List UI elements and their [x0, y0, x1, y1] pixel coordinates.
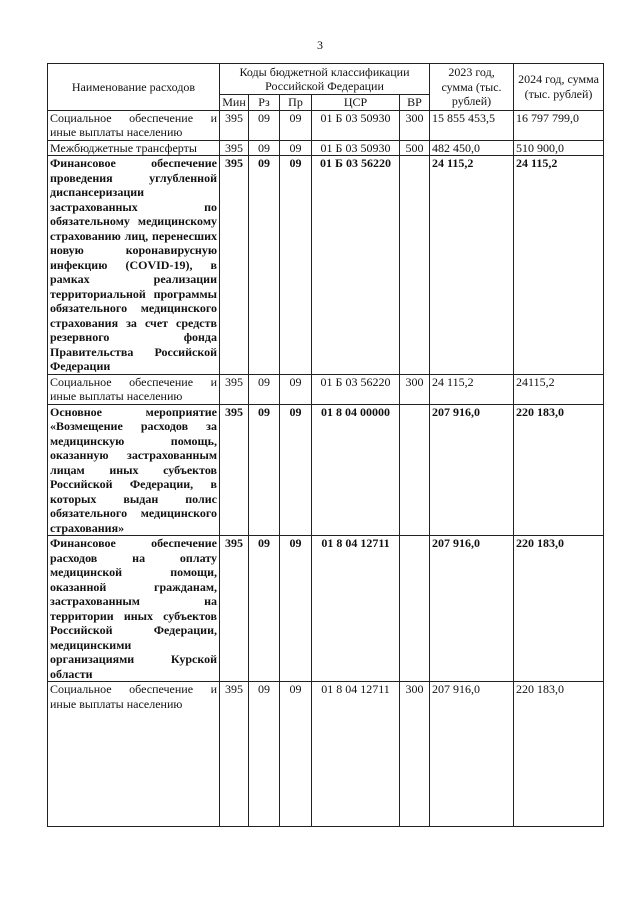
- table-row: [48, 682, 604, 827]
- row-csr: 01 Б 03 50930: [312, 140, 400, 156]
- row-vr: 300: [400, 374, 430, 404]
- row-pr: 09: [280, 536, 312, 682]
- page-number: 3: [317, 38, 323, 52]
- row-2024: 24 115,2: [514, 156, 604, 375]
- row-2024: 220 183,0: [514, 536, 604, 682]
- row-rz: 09: [249, 374, 280, 404]
- table-row: [48, 536, 604, 682]
- row-2023: 207 916,0: [430, 404, 514, 536]
- row-pr: 09: [280, 682, 312, 827]
- row-vr: [400, 404, 430, 536]
- row-min: 395: [220, 140, 249, 156]
- row-name: Социальное обеспечение и иные выплаты населению: [48, 110, 220, 140]
- row-2023: 24 115,2: [430, 156, 514, 375]
- table-row: [48, 404, 604, 536]
- header-min: Мин: [220, 95, 249, 111]
- header-csr: ЦСР: [312, 95, 400, 111]
- row-min: 395: [220, 682, 249, 827]
- row-pr: 09: [280, 404, 312, 536]
- row-2024: 220 183,0: [514, 404, 604, 536]
- table-row: [48, 110, 604, 140]
- row-2023: 24 115,2: [430, 374, 514, 404]
- row-2023: 207 916,0: [430, 682, 514, 827]
- row-name: Социальное обеспечение и иные выплаты населению: [48, 682, 220, 827]
- row-rz: 09: [249, 404, 280, 536]
- row-csr: 01 8 04 12711: [312, 682, 400, 827]
- row-rz: 09: [249, 110, 280, 140]
- row-name: Социальное обеспечение и иные выплаты населению: [48, 374, 220, 404]
- row-name: Финансовое обеспечение расходов на оплату медицинской помощи, оказанной гражданам, застрахованным на территории иных субъектов Российской Федерации, медицинскими организациями Курской области: [48, 536, 220, 682]
- row-min: 395: [220, 536, 249, 682]
- header-name: Наименование расходов: [48, 64, 220, 111]
- row-vr: [400, 156, 430, 375]
- row-2023: 207 916,0: [430, 536, 514, 682]
- row-csr: 01 Б 03 56220: [312, 156, 400, 375]
- header-2024: 2024 год, сумма (тыс. рублей): [514, 64, 604, 111]
- table-row: [48, 156, 604, 375]
- row-name: Основное мероприятие «Возмещение расходов за медицинскую помощь, оказанную застрахованным лицам иных субъектов Российской Федерации, в которых выдан полис обязательного медицинского страхования»: [48, 404, 220, 536]
- row-pr: 09: [280, 140, 312, 156]
- row-vr: 300: [400, 110, 430, 140]
- table-row: [48, 140, 604, 156]
- budget-table: [47, 63, 604, 827]
- header-vr: ВР: [400, 95, 430, 111]
- row-pr: 09: [280, 374, 312, 404]
- row-csr: 01 8 04 00000: [312, 404, 400, 536]
- row-rz: 09: [249, 140, 280, 156]
- row-rz: 09: [249, 156, 280, 375]
- row-rz: 09: [249, 682, 280, 827]
- row-vr: [400, 536, 430, 682]
- row-2023: 15 855 453,5: [430, 110, 514, 140]
- row-csr: 01 Б 03 56220: [312, 374, 400, 404]
- row-name: Финансовое обеспечение проведения углубленной диспансеризации застрахованных по обязательному медицинскому страхованию лиц, перенесших новую коронавирусную инфекцию (COVID-19), в рамках реализации территориальной программы обязательного медицинского страхования за счет средств резервного фонда Правительства Российской Федерации: [48, 156, 220, 375]
- header-pr: Пр: [280, 95, 312, 111]
- row-name: Межбюджетные трансферты: [48, 140, 220, 156]
- row-vr: 500: [400, 140, 430, 156]
- row-2024: 220 183,0: [514, 682, 604, 827]
- row-min: 395: [220, 374, 249, 404]
- row-csr: 01 Б 03 50930: [312, 110, 400, 140]
- row-2024: 510 900,0: [514, 140, 604, 156]
- row-pr: 09: [280, 110, 312, 140]
- row-csr: 01 8 04 12711: [312, 536, 400, 682]
- row-min: 395: [220, 156, 249, 375]
- row-2024: 24115,2: [514, 374, 604, 404]
- header-2023: 2023 год, сумма (тыс. рублей): [430, 64, 514, 111]
- header-codes-group: Коды бюджетной классификации Российской Федерации: [220, 64, 430, 95]
- row-pr: 09: [280, 156, 312, 375]
- row-2023: 482 450,0: [430, 140, 514, 156]
- row-2024: 16 797 799,0: [514, 110, 604, 140]
- row-vr: 300: [400, 682, 430, 827]
- header-rz: Рз: [249, 95, 280, 111]
- row-min: 395: [220, 404, 249, 536]
- row-min: 395: [220, 110, 249, 140]
- table-row: [48, 374, 604, 404]
- row-rz: 09: [249, 536, 280, 682]
